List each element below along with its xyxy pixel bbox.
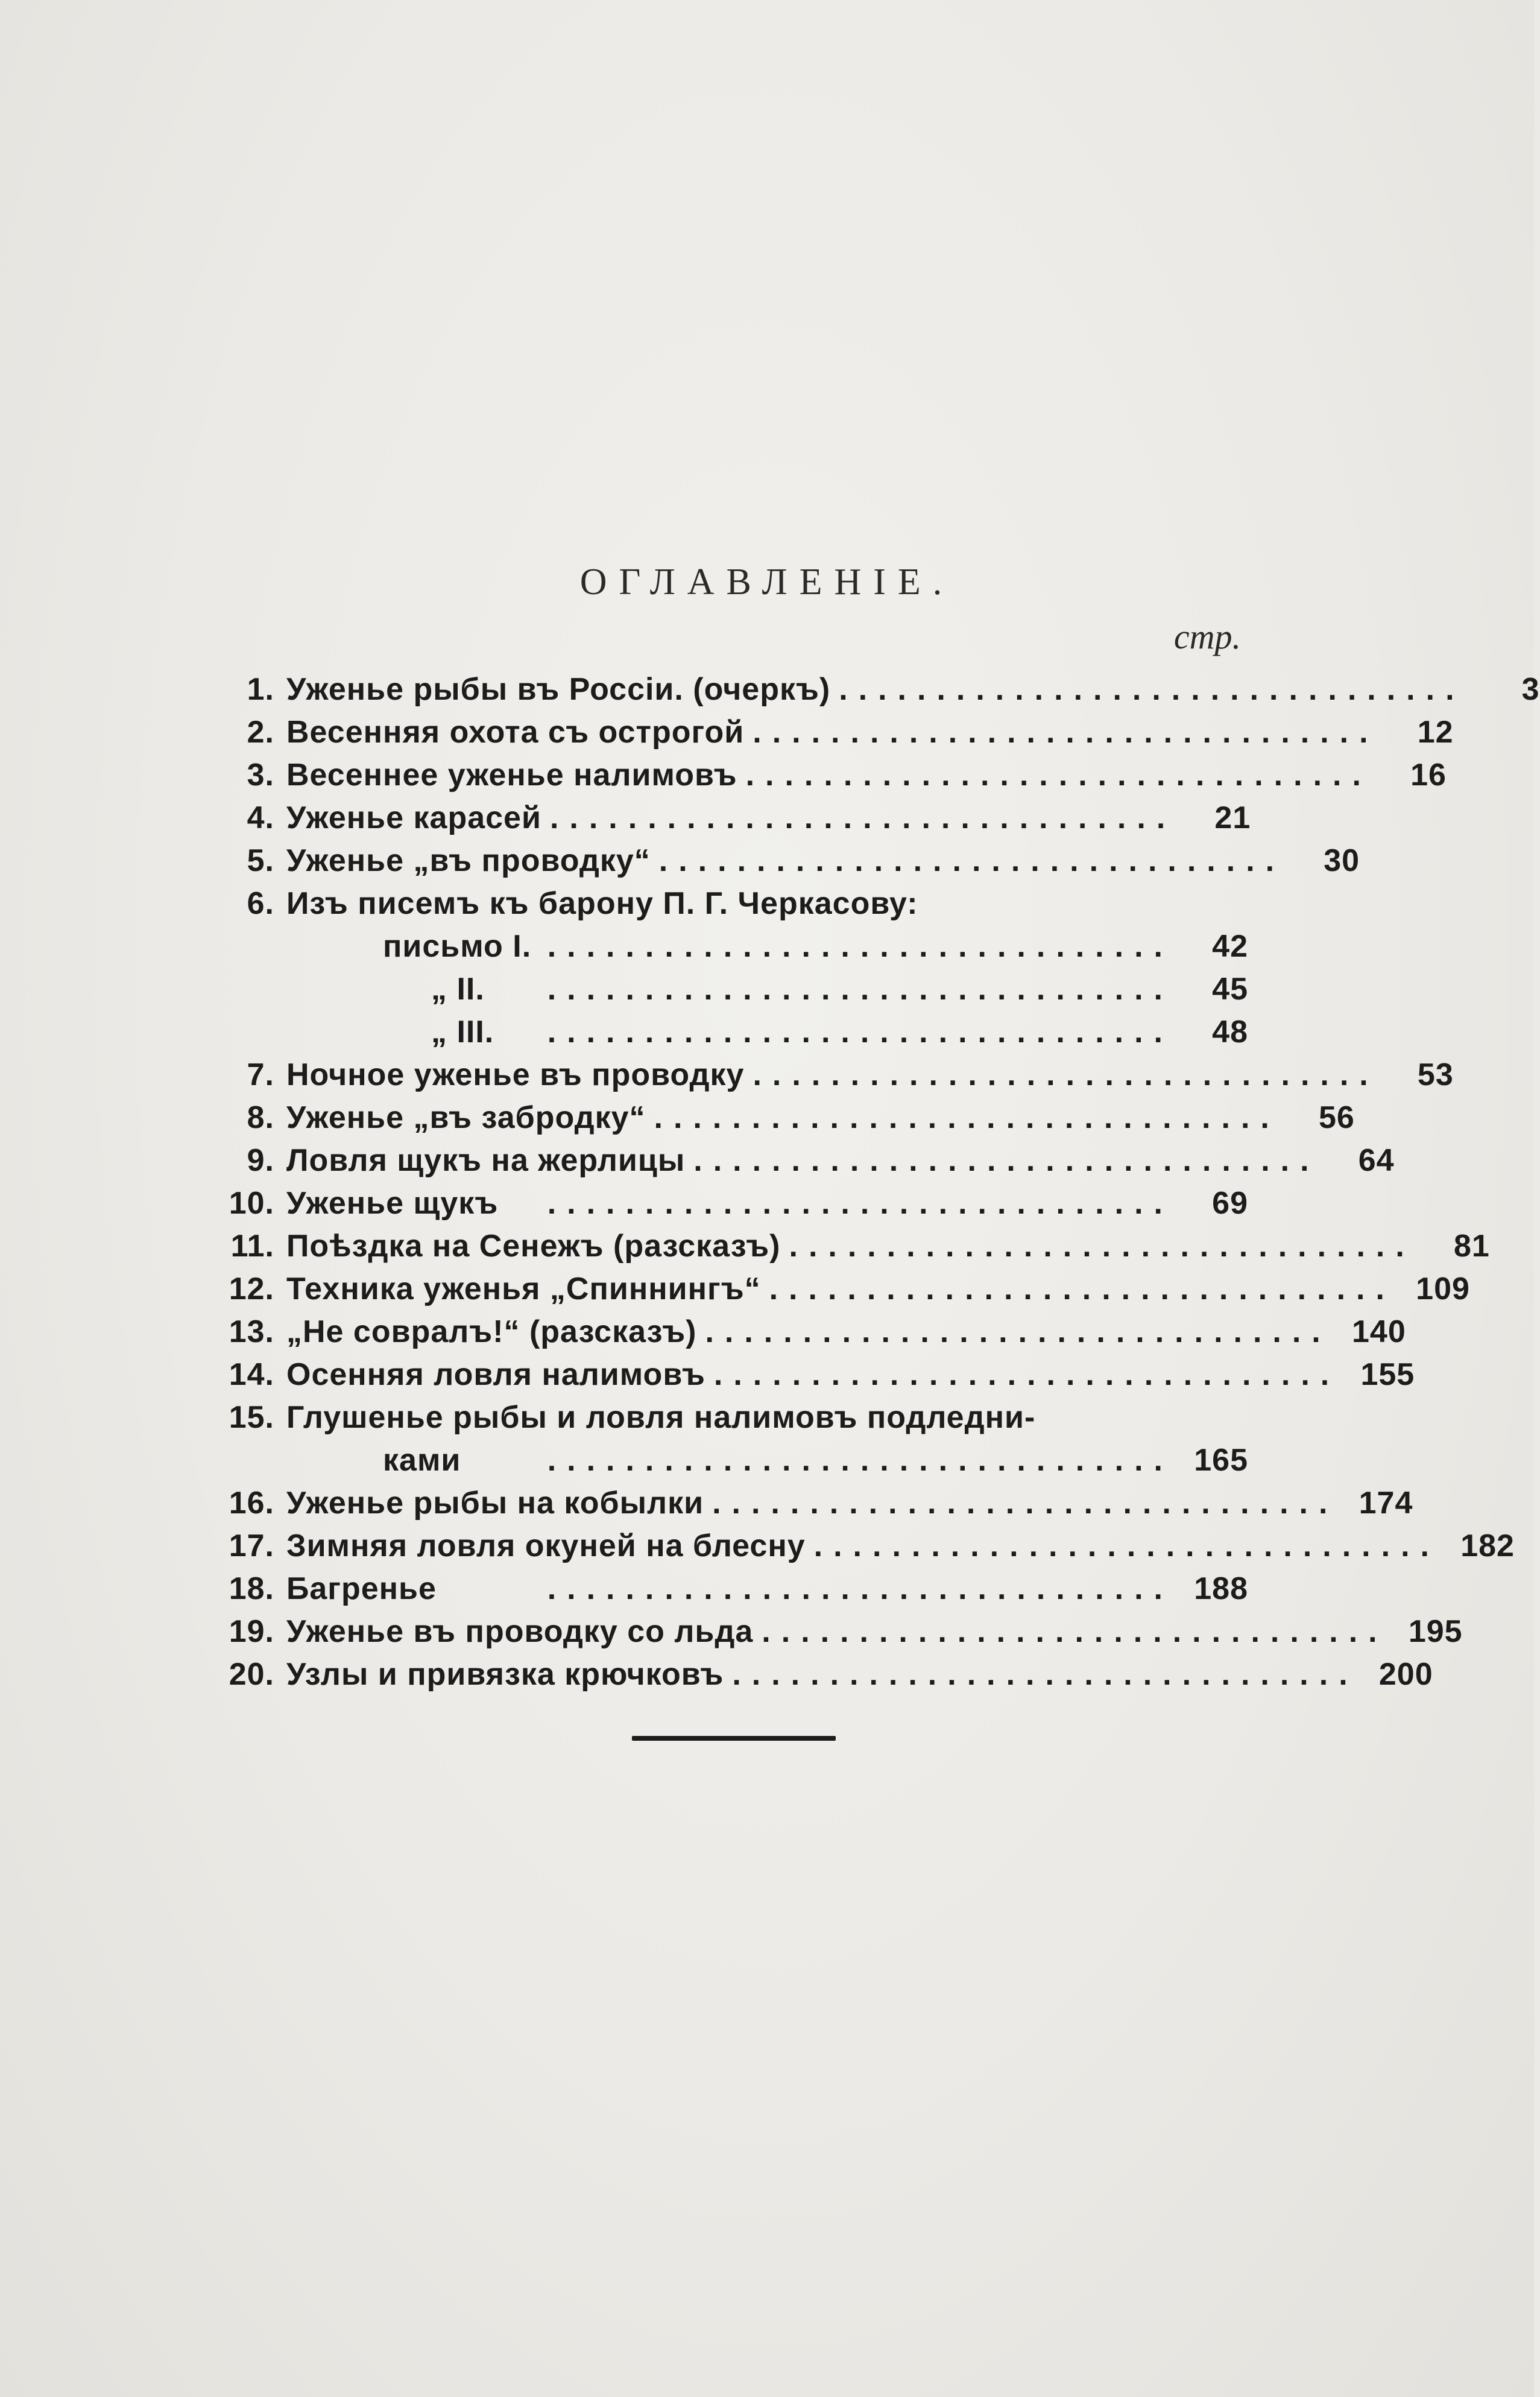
entry-number: 8. bbox=[247, 1100, 274, 1135]
dot-leader: ................................ bbox=[839, 672, 1465, 707]
entry-page-number: 45 bbox=[1212, 972, 1248, 1007]
entry-number: 16. bbox=[229, 1486, 274, 1521]
toc-entry bbox=[205, 1478, 1413, 1521]
dot-leader: ................................ bbox=[712, 1486, 1339, 1521]
entry-number: 7. bbox=[247, 1057, 274, 1092]
page-column-label: стр. bbox=[1173, 617, 1241, 656]
entry-title: письмо I. bbox=[383, 929, 532, 964]
entry-title: Осенняя ловля налимовъ bbox=[286, 1357, 705, 1392]
toc-entry bbox=[205, 1650, 1433, 1692]
entry-number: 18. bbox=[229, 1571, 274, 1606]
entry-title: Уженье „въ проводку“ bbox=[286, 843, 651, 878]
toc-entry bbox=[205, 1307, 1406, 1350]
toc-entry bbox=[205, 793, 1251, 836]
entry-number: 19. bbox=[229, 1614, 274, 1649]
entry-title: Уженье карасей bbox=[286, 800, 541, 835]
entry-page-number: 53 bbox=[1417, 1057, 1454, 1092]
entry-page-number: 3 bbox=[1521, 672, 1540, 707]
toc-entry bbox=[205, 1436, 1248, 1478]
entry-number: 5. bbox=[247, 843, 274, 878]
entry-title: Багренье bbox=[286, 1571, 437, 1606]
entry-page-number: 182 bbox=[1460, 1528, 1515, 1563]
entry-number: 20. bbox=[229, 1657, 274, 1692]
dot-leader: ................................ bbox=[547, 1443, 1173, 1478]
toc-entry bbox=[205, 1093, 1355, 1136]
entry-page-number: 56 bbox=[1319, 1100, 1355, 1135]
entry-title: Глушенье рыбы и ловля налимовъ подледни- bbox=[286, 1400, 1036, 1435]
entry-page-number: 140 bbox=[1351, 1314, 1406, 1349]
entry-number: 4. bbox=[247, 800, 274, 835]
entry-page-number: 42 bbox=[1212, 929, 1248, 964]
entry-number: 11. bbox=[230, 1229, 274, 1264]
dot-leader: ................................ bbox=[547, 972, 1173, 1007]
entry-number: 6. bbox=[247, 886, 274, 921]
entry-number: 15. bbox=[229, 1400, 274, 1435]
entry-number: 10. bbox=[229, 1186, 274, 1221]
toc-entry bbox=[205, 1264, 1470, 1307]
entry-title: Ловля щукъ на жерлицы bbox=[286, 1143, 686, 1178]
toc-entry bbox=[205, 1393, 1248, 1436]
entry-page-number: 81 bbox=[1453, 1229, 1490, 1264]
entry-title: Уженье рыбы въ Россіи. (очеркъ) bbox=[286, 672, 831, 707]
entry-title: Весеннее уженье налимовъ bbox=[286, 758, 737, 793]
entry-title: Уженье щукъ bbox=[286, 1186, 499, 1221]
entry-page-number: 174 bbox=[1359, 1486, 1413, 1521]
dot-leader: ................................ bbox=[547, 1571, 1173, 1606]
toc-entry bbox=[205, 1521, 1515, 1564]
toc-entry bbox=[205, 750, 1447, 793]
entry-page-number: 21 bbox=[1214, 800, 1251, 835]
entry-title: Зимняя ловля окуней на блесну bbox=[286, 1528, 806, 1563]
entry-page-number: 109 bbox=[1416, 1271, 1470, 1306]
dot-leader: ................................ bbox=[813, 1528, 1440, 1563]
dot-leader: ................................ bbox=[789, 1229, 1415, 1264]
entry-number: 14. bbox=[229, 1357, 274, 1392]
toc-entry bbox=[205, 1007, 1248, 1050]
entry-number: 17. bbox=[229, 1528, 274, 1563]
entry-page-number: 16 bbox=[1410, 758, 1447, 793]
dot-leader: ................................ bbox=[658, 843, 1286, 878]
toc-entry bbox=[205, 708, 1454, 750]
entry-title: Весенняя охота съ острогой bbox=[286, 715, 745, 750]
entry-page-number: 48 bbox=[1212, 1015, 1248, 1050]
toc-entry bbox=[205, 1221, 1490, 1264]
dot-leader: ................................ bbox=[705, 1314, 1331, 1349]
toc-entry bbox=[205, 1136, 1395, 1179]
toc-entry bbox=[205, 1050, 1454, 1093]
entry-page-number: 69 bbox=[1212, 1186, 1248, 1221]
entry-title: Изъ писемъ къ барону П. Г. Черкасову: bbox=[286, 886, 918, 921]
entry-page-number: 200 bbox=[1378, 1657, 1433, 1692]
dot-leader: ................................ bbox=[713, 1357, 1340, 1392]
toc-entry bbox=[205, 964, 1248, 1007]
table-of-contents bbox=[205, 665, 1540, 1692]
dot-leader: ................................ bbox=[547, 1186, 1173, 1221]
entry-page-number: 188 bbox=[1194, 1571, 1248, 1606]
entry-page-number: 64 bbox=[1358, 1143, 1395, 1178]
dot-leader: ................................ bbox=[547, 1015, 1173, 1050]
entry-page-number: 30 bbox=[1324, 843, 1360, 878]
dot-leader: ................................ bbox=[769, 1271, 1395, 1306]
dot-leader: ................................ bbox=[547, 929, 1173, 964]
entry-number: 13. bbox=[229, 1314, 274, 1349]
dot-leader: ................................ bbox=[732, 1657, 1359, 1692]
page-title: ОГЛАВЛЕНІЕ. bbox=[579, 562, 955, 603]
entry-number: 1. bbox=[247, 672, 274, 707]
entry-title: ками bbox=[383, 1443, 461, 1478]
dot-leader: ................................ bbox=[753, 715, 1379, 750]
entry-page-number: 165 bbox=[1194, 1443, 1248, 1478]
entry-number: 12. bbox=[229, 1271, 274, 1306]
entry-title: Уженье рыбы на кобылки bbox=[286, 1486, 704, 1521]
entry-number: 2. bbox=[247, 715, 274, 750]
toc-entry bbox=[205, 1607, 1463, 1650]
entry-title: Уженье „въ забродку“ bbox=[286, 1100, 646, 1135]
entry-title: Уженье въ проводку со льда bbox=[286, 1614, 754, 1649]
entry-title: „ II. bbox=[431, 972, 485, 1007]
entry-number: 9. bbox=[247, 1143, 274, 1178]
entry-page-number: 12 bbox=[1417, 715, 1454, 750]
dot-leader: ................................ bbox=[745, 758, 1372, 793]
toc-entry bbox=[205, 1350, 1415, 1393]
dot-leader: ................................ bbox=[693, 1143, 1320, 1178]
dot-leader: ................................ bbox=[549, 800, 1176, 835]
toc-entry bbox=[205, 879, 1248, 922]
entry-title: „Не совралъ!“ (разсказъ) bbox=[286, 1314, 697, 1349]
entry-number: 3. bbox=[247, 758, 274, 793]
toc-entry bbox=[205, 1564, 1248, 1607]
toc-entry bbox=[205, 1179, 1248, 1221]
toc-entry bbox=[205, 922, 1248, 964]
toc-entry bbox=[205, 836, 1360, 879]
entry-title: Поѣздка на Сенежъ (разсказъ) bbox=[286, 1229, 781, 1264]
toc-entry bbox=[205, 665, 1540, 708]
divider bbox=[632, 1736, 836, 1741]
entry-title: Ночное уженье въ проводку bbox=[286, 1057, 745, 1092]
dot-leader: ................................ bbox=[762, 1614, 1388, 1649]
entry-title: Техника уженья „Спиннингъ“ bbox=[286, 1271, 761, 1306]
entry-title: „ III. bbox=[431, 1015, 494, 1050]
entry-title: Узлы и привязка крючковъ bbox=[286, 1657, 724, 1692]
dot-leader: ................................ bbox=[654, 1100, 1280, 1135]
dot-leader: ................................ bbox=[753, 1057, 1379, 1092]
entry-page-number: 195 bbox=[1408, 1614, 1463, 1649]
entry-page-number: 155 bbox=[1360, 1357, 1415, 1392]
